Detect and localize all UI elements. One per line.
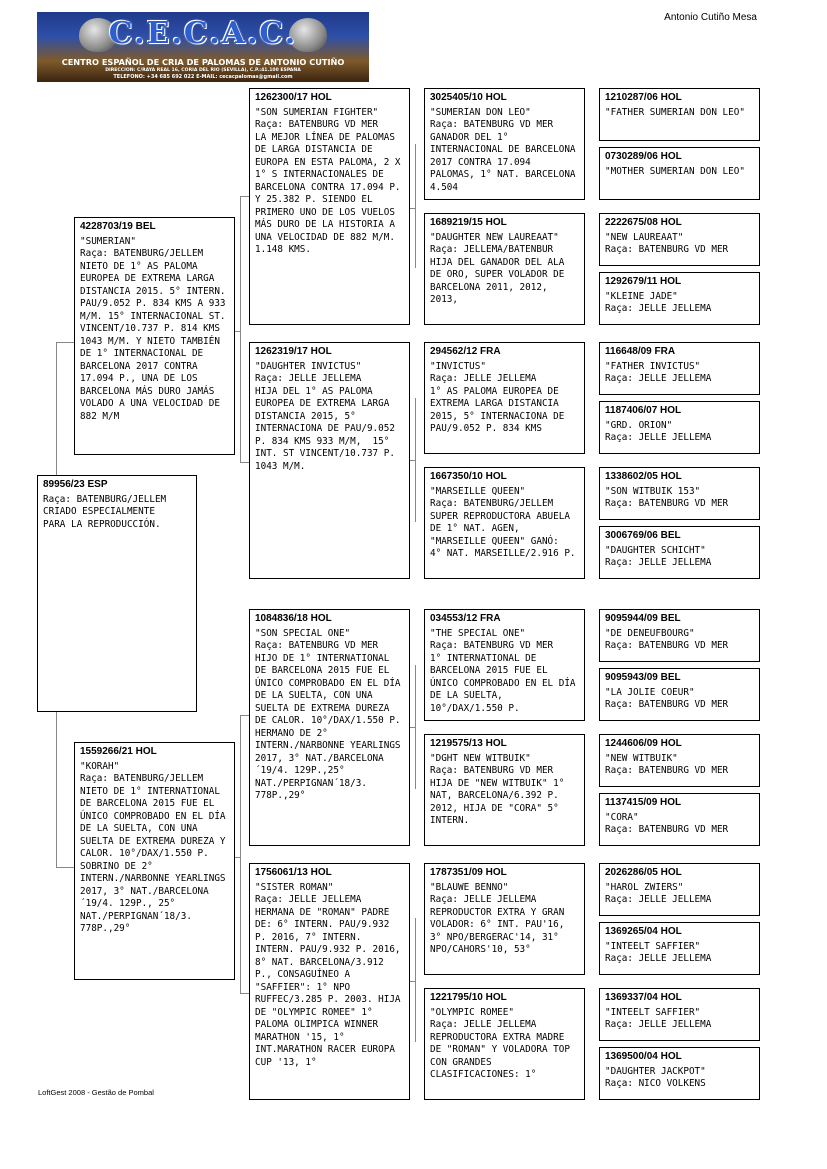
pigeon-card-sire-sire[interactable] (249, 88, 410, 325)
pigeon-description: Raça: BATENBURG VD MER (605, 824, 729, 835)
pigeon-name: "DGHT NEW WITBUIK" (430, 752, 531, 764)
pigeon-name: "KLEINE JADE" (605, 290, 678, 302)
pigeon-description: Raça: BATENBURG VD MER (605, 244, 729, 255)
pigeon-card-gen3[interactable] (424, 213, 585, 325)
pigeon-card-gen3[interactable] (424, 342, 585, 454)
pigeon-card-gen3[interactable] (424, 863, 585, 975)
pigeon-description: Raça: JELLE JELLEMA (605, 432, 712, 443)
pigeon-name: "INTEELT SAFFIER" (605, 1006, 701, 1018)
pigeon-description: Raça: JELLE JELLEMA HERMANA DE "ROMAN" PADRE DE: 6° INTERN. PAU/9.932 P. 2016, 7° INTERN. INTERN. PAU/9.932 P. 2016, 8° NAT. BARCELONA/3.912 P., CONSAGUÍNEO A "SAFFIER": 1° NPO RUFFEC/3.285 P. 2003. HIJA DE "OLYMPIC ROMEE" 1° PALOMA OLIMPICA WINNER MARATHON '15, 1° INT.MARATHON RACER EUROPA CUP '13, 1° (255, 894, 401, 1068)
pigeon-description: Raça: BATENBURG VD MER (605, 498, 729, 509)
pigeon-name: "GRD. ORION" (605, 419, 673, 431)
pigeon-name: "FATHER INVICTUS" (605, 360, 701, 372)
pigeon-card-gen4[interactable] (599, 342, 760, 395)
pigeon-name: "INVICTUS" (430, 360, 486, 372)
ring-number: 1084836/18 HOL (255, 613, 332, 624)
pigeon-name: "LA JOLIE COEUR" (605, 686, 695, 698)
pigeon-description: Raça: BATENBURG VD MER (605, 699, 729, 710)
ring-number: 1369337/04 HOL (605, 992, 682, 1003)
pigeon-description: Raça: BATENBURG/JELLEM CRIADO ESPECIALMENTE PARA LA REPRODUCCIÓN. (43, 493, 167, 530)
ring-number: 1210287/06 HOL (605, 92, 682, 103)
pigeon-name: "DAUGHTER NEW LAUREAAT" (430, 231, 559, 243)
pigeon-name: "BLAUWE BENNO" (430, 881, 509, 893)
pigeon-name: "DAUGHTER JACKPOT" (605, 1065, 706, 1077)
connector-line (415, 918, 416, 1042)
ring-number: 1137415/09 HOL (605, 797, 682, 808)
ring-number: 034553/12 FRA (430, 613, 501, 624)
pigeon-card-gen4[interactable] (599, 272, 760, 325)
pigeon-description: Raça: BATENBURG VD MER 1° INTERNATIONAL DE BARCELONA 2015 FUE EL ÚNICO COMPROBADO EN EL DÍA DE LA SUELTA, 10°/DAX/1.550 P. (430, 640, 576, 714)
ring-number: 1187406/07 HOL (605, 405, 682, 416)
ring-number: 1756061/13 HOL (255, 867, 332, 878)
pigeon-name: "SUMERIAN" (80, 235, 136, 247)
pigeon-description: Raça: BATENBURG VD MER GANADOR DEL 1° INTERNACIONAL DE BARCELONA 2017 CONTRA 17.094 PALOMAS, 1° NAT. BARCELONA 4.504 (430, 119, 576, 193)
pigeon-name: "CORA" (605, 811, 639, 823)
pigeon-name: "SON WITBUIK 153" (605, 485, 701, 497)
ring-number: 1369265/04 HOL (605, 926, 682, 937)
connector-line (56, 867, 74, 868)
connector-line (240, 715, 241, 993)
pigeon-card-gen4[interactable] (599, 1047, 760, 1100)
pigeon-description: Raça: JELLE JELLEMA (605, 953, 712, 964)
pigeon-description: Raça: JELLE JELLEMA REPRODUCTOR EXTRA Y GRAN VOLADOR: 6° INT. PAU'16, 3° NPO/BERGERAC'14, 31° NPO/CAHORS'10, 53° (430, 894, 565, 955)
connector-line (415, 398, 416, 522)
pigeon-name: "DAUGHTER INVICTUS" (255, 360, 362, 372)
ring-number: 1338602/05 HOL (605, 471, 682, 482)
pigeon-description: Raça: JELLE JELLEMA HIJA DEL 1° AS PALOMA EUROPEA DE EXTREMA LARGA DISTANCIA 2015, 5° INTERNACIONA DE PAU/9.052 P. 834 KMS 933 M/M, 15° INT. ST VINCENT/10.737 P. 1043 M/M. (255, 373, 395, 472)
ring-number: 1292679/11 HOL (605, 276, 682, 287)
ring-number: 1244606/09 HOL (605, 738, 682, 749)
pigeon-card-gen4[interactable] (599, 526, 760, 579)
pigeon-card-dam-sire[interactable] (249, 609, 410, 846)
pigeon-name: "SON SUMERIAN FIGHTER" (255, 106, 379, 118)
pigeon-description: Raça: JELLE JELLEMA (605, 1019, 712, 1030)
pigeon-description: Raça: BATENBURG VD MER (605, 765, 729, 776)
pigeon-name: "OLYMPIC ROMEE" (430, 1006, 514, 1018)
ring-number: 1262300/17 HOL (255, 92, 332, 103)
pigeon-card-gen4[interactable] (599, 668, 760, 721)
logo-contact: TELEFONO: +34 685 692 022 E-MAIL: cecacpalomas@gmail.com (113, 74, 293, 80)
logo-subtitle: CENTRO ESPAÑOL DE CRIA DE PALOMAS DE ANTONIO CUTIÑO (61, 57, 345, 67)
ring-number: 1667350/10 HOL (430, 471, 507, 482)
pigeon-description: Raça: JELLE JELLEMA 1° AS PALOMA EUROPEA DE EXTREMA LARGA DISTANCIA 2015, 5° INTERNACIONA DE PAU/9.052 P. 834 KMS (430, 373, 565, 434)
pigeon-card-gen4[interactable] (599, 734, 760, 787)
logo-title: C.E.C.A.C. (108, 16, 298, 51)
pigeon-card-gen3[interactable] (424, 988, 585, 1100)
connector-line (56, 342, 74, 343)
logo-address: DIRECCION: C/RAYA REAL 16, CORIA DEL RIO (SEVILLA), C.P.:41.100 ESPAÑA (105, 68, 301, 73)
pigeon-name: "THE SPECIAL ONE" (430, 627, 526, 639)
pigeon-name: "HAROL ZWIERS" (605, 881, 684, 893)
pigeon-name: "NEW WITBUIK" (605, 752, 678, 764)
pigeon-name: "DE DENEUFBOURG" (605, 627, 695, 639)
ring-number: 294562/12 FRA (430, 346, 501, 357)
pigeon-card-gen3[interactable] (424, 609, 585, 721)
ring-number: 1221795/10 HOL (430, 992, 507, 1003)
pigeon-card-gen4[interactable] (599, 988, 760, 1041)
connector-line (240, 993, 249, 994)
pigeon-card-sire-dam[interactable] (249, 342, 410, 579)
ring-number: 2222675/08 HOL (605, 217, 682, 228)
pigeon-name: "MARSEILLE QUEEN" (430, 485, 526, 497)
pigeon-name: "DAUGHTER SCHICHT" (605, 544, 706, 556)
connector-line (240, 462, 249, 463)
pigeon-card-gen4[interactable] (599, 147, 760, 200)
pigeon-card-gen4[interactable] (599, 863, 760, 916)
connector-line (56, 342, 57, 475)
ring-number: 1219575/13 HOL (430, 738, 507, 749)
ring-number: 1369500/04 HOL (605, 1051, 682, 1062)
pigeon-card-gen4[interactable] (599, 793, 760, 846)
pigeon-card-gen4[interactable] (599, 609, 760, 662)
ring-number: 1787351/09 HOL (430, 867, 507, 878)
pigeon-name: "SON SPECIAL ONE" (255, 627, 351, 639)
pigeon-description: Raça: BATENBURG/JELLEM SUPER REPRODUCTORA ABUELA DE 1° NAT. AGEN, "MARSEILLE QUEEN" GANÓ: 4° NAT. MARSEILLE/2.916 P. (430, 498, 576, 559)
owner-name: Antonio Cutiño Mesa (664, 12, 757, 23)
pigeon-description: Raça: BATENBURG VD MER LA MEJOR LÍNEA DE PALOMAS DE LARGA DISTANCIA DE EUROPA EN ESTA PALOMA, 2 X 1° S INTERNACIONALES DE BARCELONA CONTRA 17.094 P. Y 25.382 P. SIENDO EL PRIMERO UNO DE LOS VUELOS MÁS DURO DE LA HISTORIA A UNA VELOCIDAD DE 882 M/M. 1.148 KMS. (255, 119, 401, 255)
cecac-logo (37, 12, 369, 82)
pigeon-name: "KORAH" (80, 760, 120, 772)
pigeon-card-gen3[interactable] (424, 88, 585, 200)
pigeon-card-gen4[interactable] (599, 922, 760, 975)
ring-number: 3025405/10 HOL (430, 92, 507, 103)
pigeon-card-gen3[interactable] (424, 467, 585, 579)
pigeon-description: Raça: JELLEMA/BATENBUR HIJA DEL GANADOR DEL ALA DE ORO, SUPER VOLADOR DE BARCELONA 2011, 2012, 2013, (430, 244, 565, 305)
pigeon-description: Raça: JELLE JELLEMA (605, 894, 712, 905)
connector-line (415, 665, 416, 789)
pigeon-card-gen4[interactable] (599, 401, 760, 454)
pigeon-name: "FATHER SUMERIAN DON LEO" (605, 106, 745, 118)
pigeon-name: "SISTER ROMAN" (255, 881, 334, 893)
ring-number: 1559266/21 HOL (80, 746, 157, 757)
ring-number: 9095944/09 BEL (605, 613, 681, 624)
pigeon-name: "INTEELT SAFFIER" (605, 940, 701, 952)
pigeon-description: Raça: BATENBURG VD MER HIJA DE "NEW WITBUIK" 1° NAT, BARCELONA/6.392 P. 2012, HIJA DE "CORA" 5° INTERN. (430, 765, 565, 826)
ring-number: 9095943/09 BEL (605, 672, 681, 683)
ring-number: 1262319/17 HOL (255, 346, 332, 357)
ring-number: 89956/23 ESP (43, 479, 108, 490)
ring-number: 2026286/05 HOL (605, 867, 682, 878)
ring-number: 4228703/19 BEL (80, 221, 156, 232)
ring-number: 3006769/06 BEL (605, 530, 681, 541)
pigeon-card-gen3[interactable] (424, 734, 585, 846)
pigeon-description: Raça: JELLE JELLEMA REPRODUCTORA EXTRA MADRE DE "ROMAN" Y VOLADORA TOP CON GRANDES CLASIFICACIONES: 1° (430, 1019, 570, 1080)
pigeon-card-dam-dam[interactable] (249, 863, 410, 1100)
pigeon-card-gen4[interactable] (599, 88, 760, 141)
connector-line (240, 196, 241, 462)
connector-line (240, 715, 249, 716)
pigeon-description: Raça: JELLE JELLEMA (605, 373, 712, 384)
pigeon-description: Raça: BATENBURG VD MER (605, 640, 729, 651)
pigeon-name: "NEW LAUREAAT" (605, 231, 684, 243)
pigeon-card-dam[interactable] (74, 742, 235, 980)
ring-number: 1689219/15 HOL (430, 217, 507, 228)
connector-line (56, 712, 57, 867)
pigeon-description: Raça: NICO VOLKENS (605, 1078, 706, 1089)
connector-line (240, 196, 249, 197)
pigeon-name: "SUMERIAN DON LEO" (430, 106, 531, 118)
pigeon-name: "MOTHER SUMERIAN DON LEO" (605, 165, 745, 177)
pigeon-card-subject[interactable] (37, 475, 197, 712)
pigeon-card-gen4[interactable] (599, 467, 760, 520)
pigeon-description: Raça: BATENBURG/JELLEM NIETO DE 1° AS PALOMA EUROPEA DE EXTREMA LARGA DISTANCIA 2015. 5° INTERN. PAU/9.052 P. 834 KMS A 933 M/M. 15° INTERNACIONAL ST. VINCENT/10.737 P. 814 KMS 1043 M/M. Y NIETO TAMBIÉN DE 1° INTERNACIONAL DE BARCELONA 2017 CONTRA 17.094 P., UNA DE LOS BARCELONA MÁS DURO JAMÁS VOLADO A UNA VELOCIDAD DE 882 M/M (80, 248, 226, 422)
footer-software: LoftGest 2008 - Gestão de Pombal (38, 1088, 154, 1097)
pigeon-description: Raça: JELLE JELLEMA (605, 303, 712, 314)
connector-line (415, 144, 416, 268)
pigeon-description: Raça: BATENBURG/JELLEM NIETO DE 1° INTERNATIONAL DE BARCELONA 2015 FUE EL ÚNICO COMPROBADO EN EL DÍA DE LA SUELTA, CON UNA SUELTA DE EXTREMA DUREZA Y CALOR. 10°/DAX/1.550 P. SOBRINO DE 2° INTERN./NARBONNE YEARLINGS 2017, 3° NAT./BARCELONA´19/4. 129P., 25° NAT./PERPIGNAN´18/3. 778P.,29° (80, 773, 226, 934)
ring-number: 116648/09 FRA (605, 346, 676, 357)
pigeon-card-sire[interactable] (74, 217, 235, 455)
ring-number: 0730289/06 HOL (605, 151, 682, 162)
pigeon-description: Raça: BATENBURG VD MER HIJO DE 1° INTERNATIONAL DE BARCELONA 2015 FUE EL ÚNICO COMPROBADO EN EL DÍA DE LA SUELTA, CON UNA SUELTA DE EXTREMA DUREZA DE CALOR. 10°/DAX/1.550 P. HERMANO DE 2° INTERN./NARBONNE YEARLINGS 2017, 3° NAT./BARCELONA´19/4. 129P.,25° NAT./PERPIGNAN´18/3. 778P.,29° (255, 640, 401, 801)
pigeon-card-gen4[interactable] (599, 213, 760, 266)
pigeon-description: Raça: JELLE JELLEMA (605, 557, 712, 568)
